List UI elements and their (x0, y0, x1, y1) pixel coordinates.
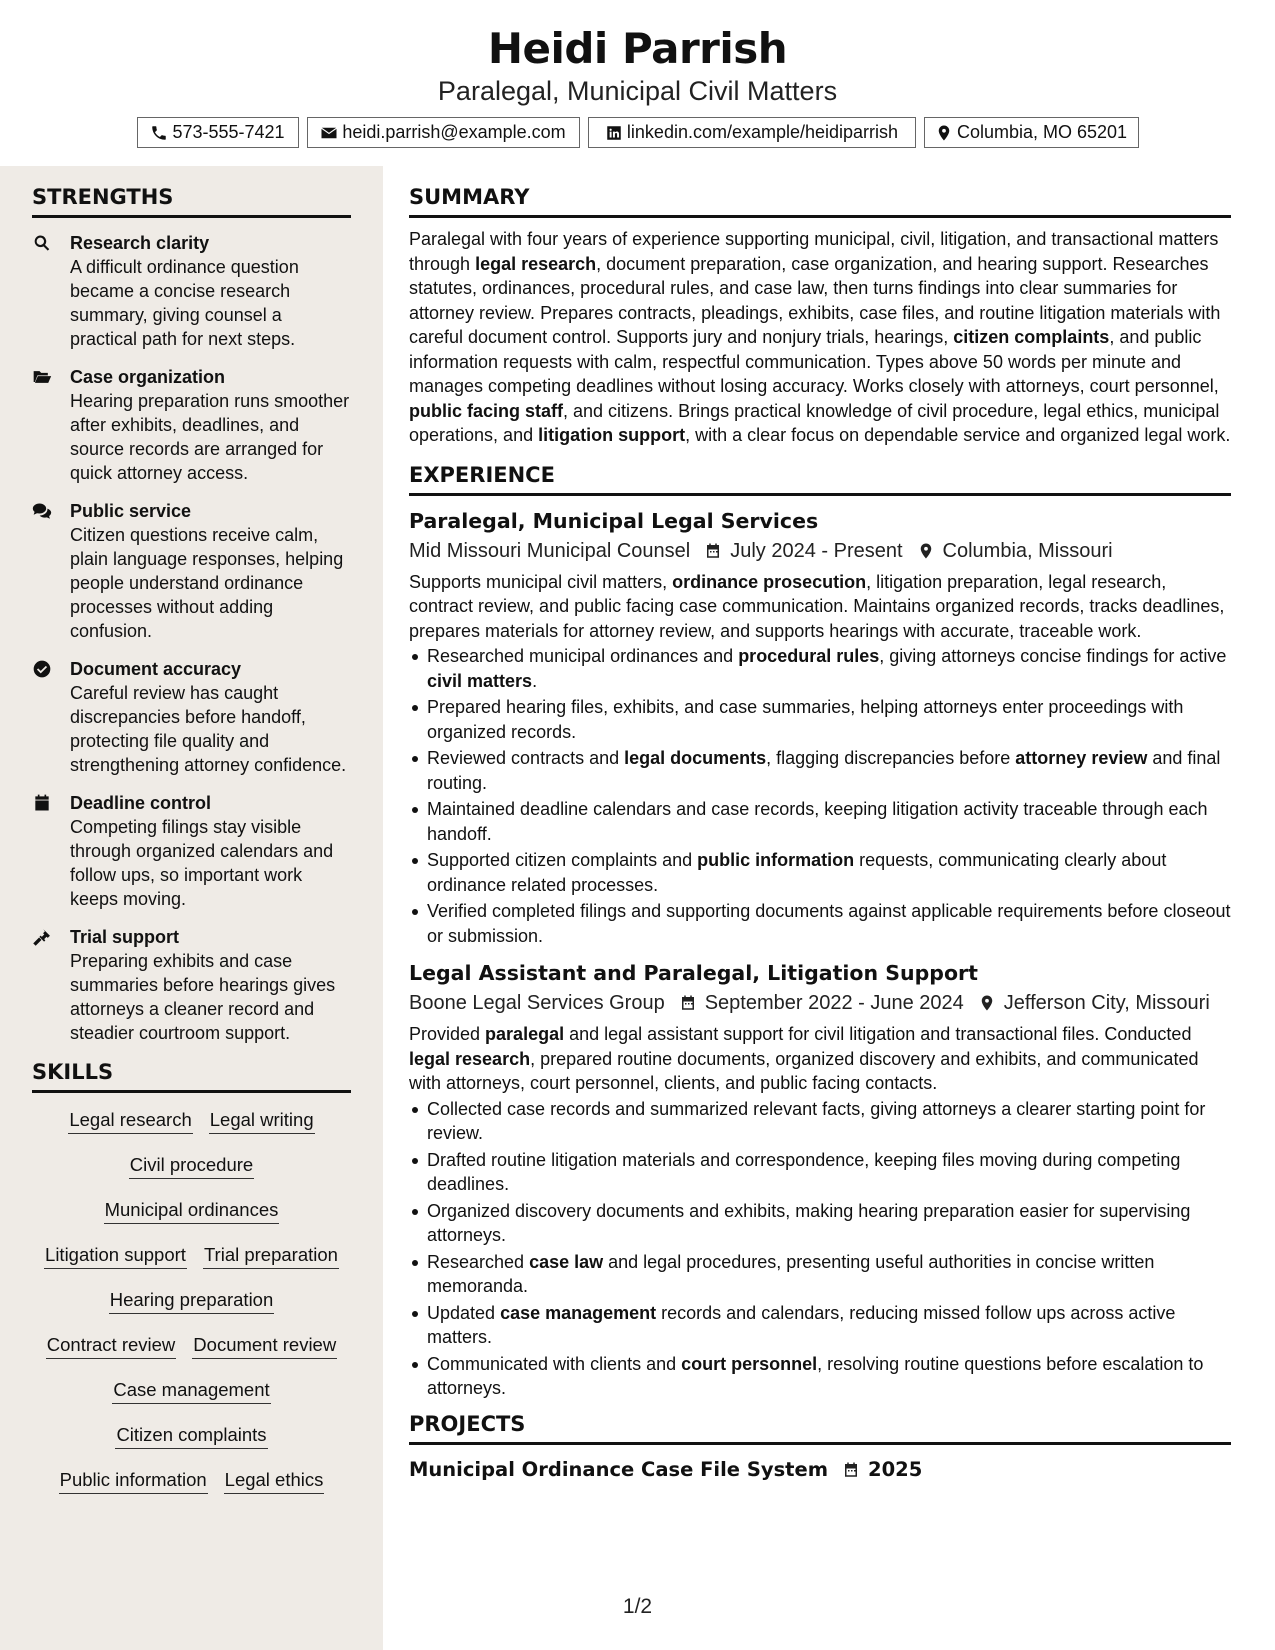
skill-row (32, 1197, 351, 1242)
bullet-item: Reviewed contracts and legal documents, flagging discrepancies before attorney review and final routing. (409, 746, 1231, 795)
job-entry (409, 506, 1231, 949)
bullet-item: Updated case management records and calendars, reducing missed follow ups across active matters. (409, 1301, 1231, 1350)
chat-bubbles-icon (32, 501, 52, 521)
skill-tag: Legal ethics (224, 1467, 325, 1494)
strength-text: Citizen questions receive calm, plain language responses, helping people understand ordinance processes without adding confusion. (70, 525, 344, 641)
job-meta (409, 536, 1231, 566)
strength-item (32, 791, 351, 911)
skill-row (32, 1422, 351, 1467)
phone-icon (150, 124, 168, 142)
experience-heading: EXPERIENCE (409, 462, 1231, 496)
bullet-item: Collected case records and summarized relevant facts, giving attorneys a clearer starting point for review. (409, 1097, 1231, 1146)
candidate-subtitle: Paralegal, Municipal Civil Matters (437, 76, 838, 106)
skill-tag: Hearing preparation (109, 1287, 275, 1314)
strength-text: A difficult ordinance question became a concise research summary, giving counsel a practical path for next steps. (70, 257, 299, 349)
main-content (383, 166, 1275, 1650)
job-description: Supports municipal civil matters, ordinance prosecution, litigation preparation, legal research, contract review, and public facing case communication. Maintains organized records, tracks deadlines, prepares materials for attorney review, and supports hearings with accurate, traceable work. (409, 571, 1225, 641)
skill-tag: Legal writing (209, 1107, 315, 1134)
project-entry (409, 1455, 1231, 1485)
folder-open-icon (32, 367, 52, 387)
skill-tag: Trial preparation (203, 1242, 339, 1269)
contact-location-text: Columbia, MO 65201 (956, 122, 1128, 142)
contact-bar (0, 117, 1275, 148)
skill-row (32, 1467, 351, 1512)
strength-title: Document accuracy (70, 659, 242, 679)
summary-heading: SUMMARY (409, 184, 1231, 218)
bullet-item: Maintained deadline calendars and case records, keeping litigation activity traceable through each handoff. (409, 797, 1231, 846)
strength-item (32, 499, 351, 643)
skill-row (32, 1107, 351, 1152)
job-description: Provided paralegal and legal assistant support for civil litigation and transactional files. Conducted legal research, prepared routine documents, organized discovery and exhibits, and communicated with attorneys, court personnel, clients, and public facing contacts. (409, 1024, 1199, 1093)
strength-title: Research clarity (70, 233, 210, 253)
candidate-name: Heidi Parrish (487, 24, 788, 73)
bullet-item: Drafted routine litigation materials and correspondence, keeping files moving during competing deadlines. (409, 1148, 1231, 1197)
calendar-icon (704, 542, 722, 560)
skill-tag: Public information (59, 1467, 208, 1494)
strength-title: Case organization (70, 367, 226, 387)
skill-tag: Contract review (46, 1332, 177, 1359)
bullet-item: Prepared hearing files, exhibits, and case summaries, helping attorneys enter proceedings with organized records. (409, 695, 1231, 744)
contact-phone[interactable] (137, 117, 299, 148)
bullet-item: Researched municipal ordinances and procedural rules, giving attorneys concise findings for active civil matters. (409, 644, 1231, 693)
strength-text: Careful review has caught discrepancies before handoff, protecting file quality and strengthening attorney confidence. (70, 683, 347, 775)
bullet-item: Communicated with clients and court personnel, resolving routine questions before escalation to attorneys. (409, 1352, 1231, 1401)
check-circle-icon (32, 659, 52, 679)
resume-header (0, 0, 1275, 166)
contact-email[interactable] (307, 117, 580, 148)
summary-paragraph: Paralegal with four years of experience supporting municipal, civil, litigation, and transactional matters through legal research, document preparation, case organization, and hearing support. Researches statutes, ordinances, procedural rules, and case law, then turns findings into clear summaries for attorney review. Prepares contracts, pleadings, exhibits, case files, and routine litigation materials with careful document control. Supports jury and nonjury trials, hearings, citizen complaints, and public information requests with calm, respectful communication. Types above 50 words per minute and manages competing deadlines without losing accuracy. Works closely with attorneys, court personnel, public facing staff, and citizens. Brings practical knowledge of civil procedure, legal ethics, municipal operations, and litigation support, with a clear focus on dependable service and organized legal work. (409, 229, 1231, 445)
contact-linkedin[interactable] (588, 117, 916, 148)
job-dates: July 2024 - Present (730, 539, 903, 562)
skill-tag: Case management (112, 1377, 270, 1404)
job-company: Boone Legal Services Group (409, 992, 665, 1014)
skill-row (32, 1152, 351, 1197)
projects-heading: PROJECTS (409, 1411, 1231, 1445)
project-title: Municipal Ordinance Case File System (409, 1457, 829, 1481)
job-meta (409, 988, 1231, 1018)
calendar-icon (842, 1461, 860, 1479)
job-title: Legal Assistant and Paralegal, Litigation Support (409, 961, 978, 985)
skill-row (32, 1377, 351, 1422)
bullet-item: Verified completed filings and supporting documents against applicable requirements before closeout or submission. (409, 899, 1231, 948)
skill-tag: Citizen complaints (115, 1422, 267, 1449)
contact-location (924, 117, 1139, 148)
strength-text: Hearing preparation runs smoother after exhibits, deadlines, and source records are arranged for quick attorney access. (70, 391, 350, 483)
skill-row (32, 1242, 351, 1287)
job-bullets (409, 644, 1231, 948)
job-location: Columbia, Missouri (942, 539, 1113, 562)
sidebar (0, 166, 383, 1650)
skill-tag: Document review (192, 1332, 337, 1359)
job-entry (409, 958, 1231, 1401)
strength-title: Trial support (70, 927, 180, 947)
skill-tag: Litigation support (44, 1242, 187, 1269)
contact-linkedin-text: linkedin.com/example/heidiparrish (626, 122, 899, 142)
map-pin-icon (935, 124, 953, 142)
strength-item (32, 657, 351, 777)
page-number: 1/2 (622, 1595, 653, 1618)
skill-tag: Municipal ordinances (104, 1197, 280, 1224)
job-bullets (409, 1097, 1231, 1401)
contact-phone-text: 573-555-7421 (172, 122, 285, 142)
skill-tag: Legal research (68, 1107, 192, 1134)
gavel-icon (32, 927, 52, 947)
calendar-icon (32, 793, 52, 813)
job-dates: September 2022 - June 2024 (704, 992, 964, 1014)
bullet-item: Organized discovery documents and exhibits, making hearing preparation easier for supervising attorneys. (409, 1199, 1231, 1248)
strength-text: Competing filings stay visible through organized calendars and follow ups, so important work keeps moving. (70, 817, 334, 909)
strength-item (32, 231, 351, 351)
skill-row (32, 1287, 351, 1332)
job-location: Jefferson City, Missouri (1003, 992, 1210, 1014)
map-pin-icon (917, 542, 935, 560)
bullet-item: Researched case law and legal procedures, presenting useful authorities in concise written memoranda. (409, 1250, 1231, 1299)
map-pin-icon (978, 994, 996, 1012)
skills-list (32, 1107, 351, 1512)
strength-text: Preparing exhibits and case summaries before hearings gives attorneys a cleaner record and steadier courtroom support. (70, 951, 336, 1043)
job-company: Mid Missouri Municipal Counsel (409, 539, 691, 562)
skill-row (32, 1332, 351, 1377)
strengths-heading: STRENGTHS (32, 184, 351, 218)
contact-email-text: heidi.parrish@example.com (342, 122, 566, 142)
job-title: Paralegal, Municipal Legal Services (409, 508, 819, 533)
strength-title: Public service (70, 501, 192, 521)
skills-heading: SKILLS (32, 1059, 351, 1093)
strength-item (32, 365, 351, 485)
skill-tag: Civil procedure (129, 1152, 254, 1179)
magnifier-icon (32, 233, 52, 253)
strength-title: Deadline control (70, 793, 212, 813)
strength-item (32, 925, 351, 1045)
project-year: 2025 (868, 1458, 923, 1481)
strengths-list (32, 231, 351, 1045)
bullet-item: Supported citizen complaints and public information requests, communicating clearly about ordinance related processes. (409, 848, 1231, 897)
linkedin-icon (605, 124, 623, 142)
calendar-icon (679, 994, 697, 1012)
envelope-icon (320, 124, 338, 142)
